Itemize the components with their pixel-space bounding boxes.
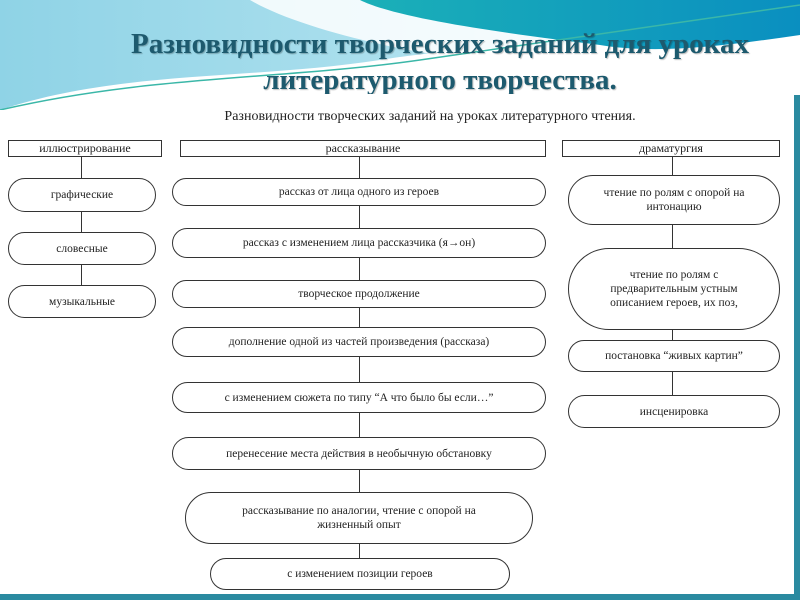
slide-frame-bottom (0, 594, 800, 600)
diagram-title: Разновидности творческих заданий на уроках литературного чтения. (224, 109, 636, 124)
diagram-node: чтение по ролям с опорой на интонацию (568, 175, 780, 225)
diagram-node: творческое продолжение (172, 280, 546, 308)
diagram-node: чтение по ролям с предварительным устным описанием героев, их поз, (568, 248, 780, 330)
diagram-node: инсценировка (568, 395, 780, 428)
diagram-node: с изменением позиции героев (210, 558, 510, 590)
diagram-node: рассказ от лица одного из героев (172, 178, 546, 206)
diagram-node: музыкальные (8, 285, 156, 318)
diagram-node: графические (8, 178, 156, 212)
slide-title-line1: Разновидности творческих заданий для уроках (131, 28, 749, 60)
diagram-node: перенесение места действия в необычную обстановку (172, 437, 546, 470)
column-header-illustration: иллюстрирование (8, 140, 162, 157)
diagram-node: рассказ с изменением лица рассказчика (я→он) (172, 228, 546, 258)
diagram-node: словесные (8, 232, 156, 265)
diagram-node: с изменением сюжета по типу “А что было бы если…” (172, 382, 546, 413)
slide-title-line2: литературного творчества. (263, 64, 617, 94)
column-header-dramaturgy: драматургия (562, 140, 780, 157)
diagram-node: дополнение одной из частей произведения (рассказа) (172, 327, 546, 357)
diagram-node: рассказывание по аналогии, чтение с опорой на жизненный опыт (185, 492, 533, 544)
slide-frame-right (794, 95, 800, 600)
diagram-node: постановка “живых картин” (568, 340, 780, 372)
column-header-storytelling: рассказывание (180, 140, 546, 157)
